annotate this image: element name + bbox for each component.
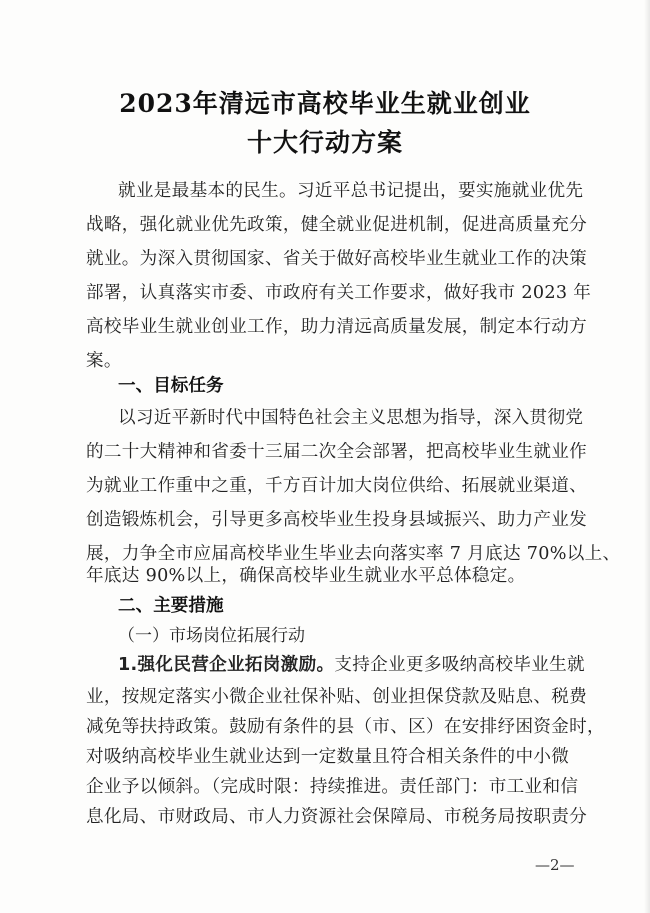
item1-first-rest: 支持企业更多吸纳高校毕业生就 xyxy=(334,655,585,675)
document-title-line-1: 2023年清远市高校毕业生就业创业 xyxy=(119,89,531,118)
item1-line-2: 业，按规定落实小微企业社保补贴、创业担保贷款及贴息、税费 xyxy=(86,687,588,707)
section1-line-1: 以习近平新时代中国特色社会主义思想为指导，深入贯彻党 xyxy=(118,408,584,428)
section1-line-3: 为就业工作重中之重，千方百计加大岗位供给、拓展就业渠道、 xyxy=(86,476,588,496)
document-title-line-2: 十大行动方案 xyxy=(246,128,403,157)
section1-line-2: 的二十大精神和省委十三届二次全会部署，把高校毕业生就业作 xyxy=(86,442,588,462)
item1-line-6: 息化局、市财政局、市人力资源社会保障局、市税务局按职责分 xyxy=(86,807,588,827)
section1-line-4: 创造锻炼机会，引导更多高校毕业生投身县域振兴、助力产业发 xyxy=(86,510,588,530)
subsection-heading-market: （一）市场岗位拓展行动 xyxy=(118,626,305,646)
intro-line-5: 高校毕业生就业创业工作，助力清远高质量发展，制定本行动方 xyxy=(86,317,588,337)
section-heading-measures: 二、主要措施 xyxy=(118,596,224,616)
section1-line-5: 展，力争全市应届高校毕业生毕业去向落实率 7 月底达 70%以上、 xyxy=(86,544,621,564)
item1-line-4: 对吸纳高校毕业生就业达到一定数量且符合相关条件的中小微 xyxy=(86,747,570,767)
item1-line-5: 企业予以倾斜。（完成时限：持续推进。责任部门：市工业和信 xyxy=(86,777,579,797)
section1-line-6: 年底达 90%以上，确保高校毕业生就业水平总体稳定。 xyxy=(86,566,526,586)
section-heading-targets: 一、目标任务 xyxy=(118,376,224,396)
intro-line-3: 就业。为深入贯彻国家、省关于做好高校毕业生就业工作的决策 xyxy=(86,249,588,269)
item1-lead: 1.强化民营企业拓岗激励。 xyxy=(118,655,335,675)
intro-line-1: 就业是最基本的民生。习近平总书记提出，要实施就业优先 xyxy=(118,181,584,201)
item1-line-1 xyxy=(118,654,585,676)
page-number: —2— xyxy=(535,856,575,874)
intro-line-6: 案。 xyxy=(86,351,122,371)
intro-line-4: 部署，认真落实市委、市政府有关工作要求，做好我市 2023 年 xyxy=(86,283,592,303)
item1-line-3: 减免等扶持政策。鼓励有条件的县（市、区）在安排纾困资金时， xyxy=(86,717,605,737)
scan-edge-shadow xyxy=(644,0,650,913)
intro-line-2: 战略，强化就业优先政策，健全就业促进机制，促进高质量充分 xyxy=(86,215,588,235)
